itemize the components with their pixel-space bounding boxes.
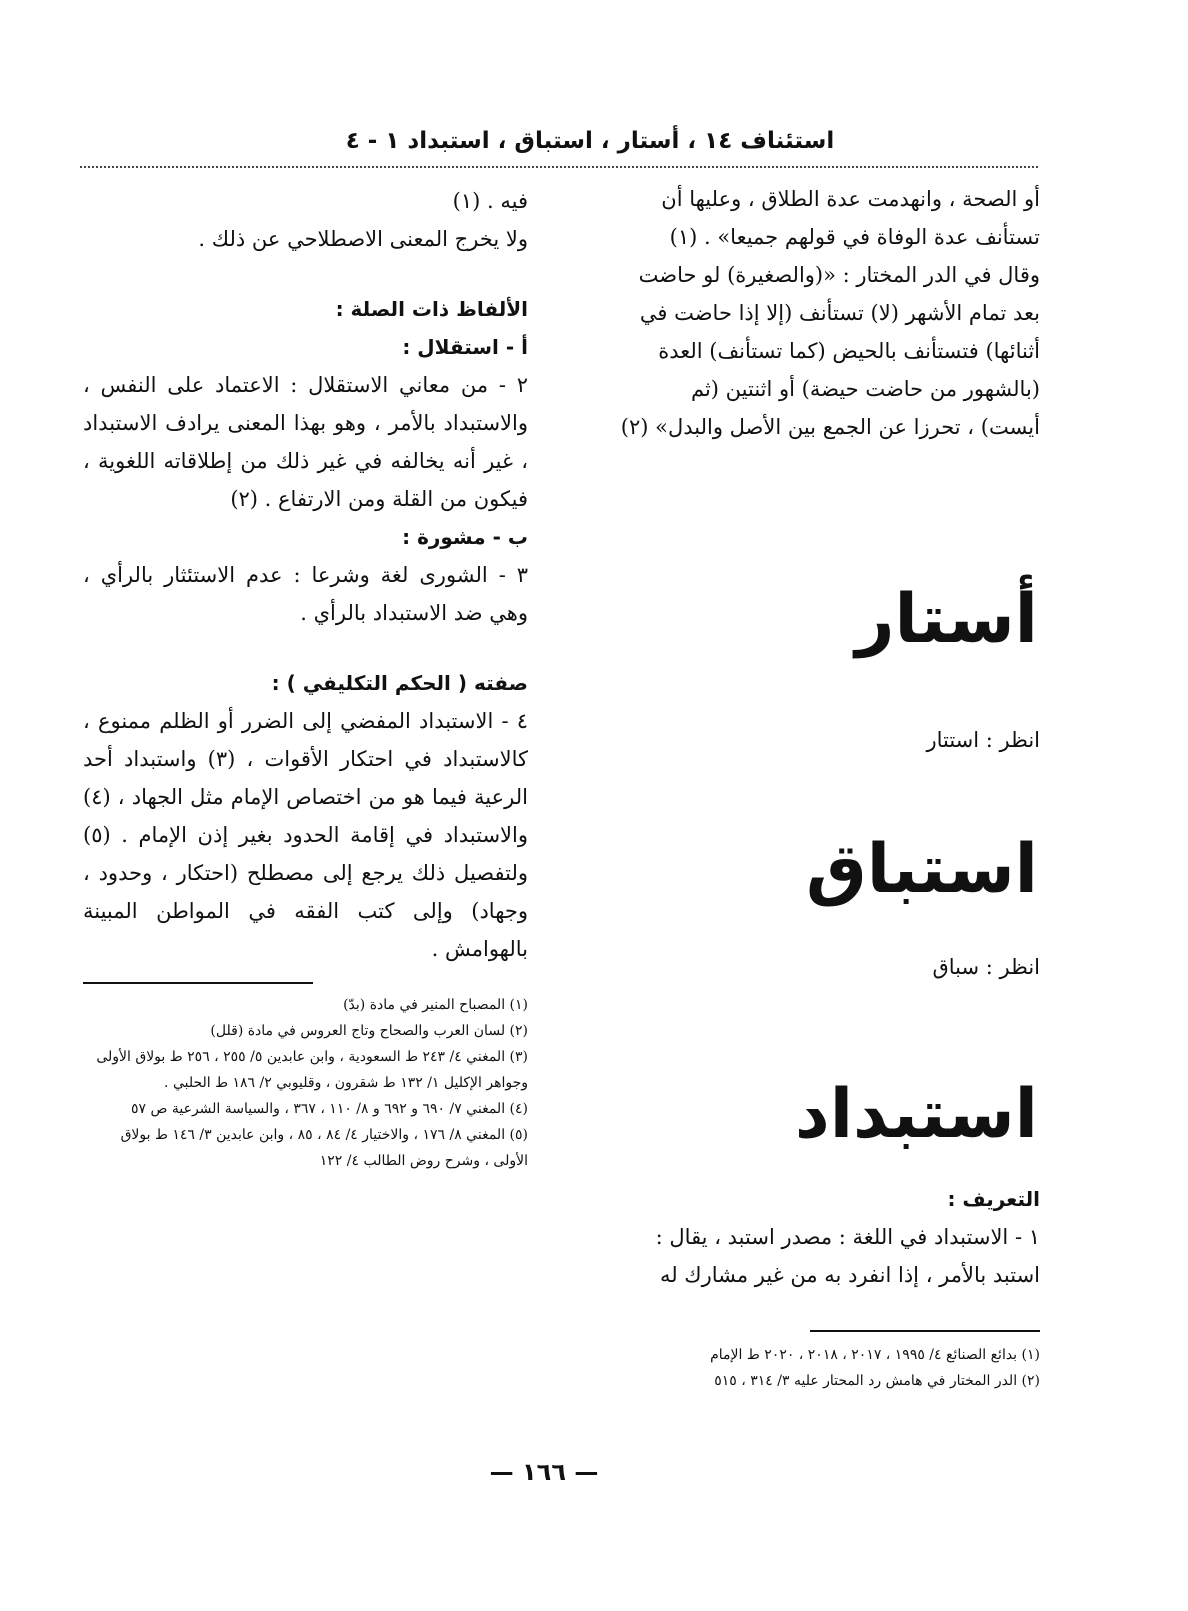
text-line: تستأنف عدة الوفاة في قولهم جميعا» . (١) xyxy=(669,225,1040,249)
text-line: استبد بالأمر ، إذا انفرد به من غير مشارك له xyxy=(659,1263,1040,1287)
text-line: فيه . (١) xyxy=(452,189,528,213)
entry-title-istibaq: استباق xyxy=(805,830,1038,909)
text-line: ١ - الاستبداد في اللغة : مصدر استبد ، يقال : xyxy=(655,1225,1040,1249)
text-line: بعد تمام الأشهر (لا) تستأنف (إلا إذا حاضت في xyxy=(639,301,1040,325)
definition-section xyxy=(595,1180,1040,1294)
text-line: أيست) ، تحرزا عن الجمع بين الأصل والبدل» (٢) xyxy=(620,415,1040,439)
section-heading: التعريف : xyxy=(947,1187,1040,1211)
see-reference: انظر : استتار xyxy=(926,728,1040,752)
footnote: (١) بدائع الصنائع ٤/ ١٩٩٥ ، ٢٠١٧ ، ٢٠١٨ ، ٢٠٢٠ ط الإمام xyxy=(710,1347,1040,1363)
paragraph: ٣ - الشورى لغة وشرعا : عدم الاستئثار بالرأي ، وهي ضد الاستبداد بالرأي . xyxy=(83,563,528,625)
text-line: وقال في الدر المختار : «(والصغيرة) لو حاضت xyxy=(638,263,1040,287)
footnote: (٤) المغني ٧/ ٦٩٠ و ٦٩٢ و ٨/ ١١٠ ، ٣٦٧ ، والسياسة الشرعية ص ٥٧ xyxy=(130,1101,528,1117)
sub-heading: أ - استقلال : xyxy=(402,335,528,359)
footnote: (٥) المغني ٨/ ١٧٦ ، والاختيار ٤/ ٨٤ ، ٨٥ ، وابن عابدين ٣/ ١٤٦ ط بولاق الأولى ، وشرح روض الطالب ٤/ ١٢٢ xyxy=(120,1127,528,1169)
running-title: استئناف ١٤ ، أستار ، استباق ، استبداد ١ - ٤ xyxy=(345,128,835,154)
paragraph: ٤ - الاستبداد المفضي إلى الضرر أو الظلم ممنوع ، كالاستبداد في احتكار الأقوات ، (٣) واستبداد أحد الرعية فيما هو من اختصاص الإمام مثل الجهاد ، (٤) والاستبداد في إقامة الحدود بغير إذن الإمام . (٥) ولتفصيل ذلك يرجع إلى مصطلح (احتكار ، وحدود ، وجهاد) وإلى كتب الفقه في المواطن المبينة بالهوامش . xyxy=(83,709,528,961)
footnote: (٣) المغني ٤/ ٢٤٣ ط السعودية ، وابن عابدين ٥/ ٢٥٥ ، ٢٥٦ ط بولاق الأولى وجواهر الإكليل ١/ ١٣٢ ط شقرون ، وقليوبي ٢/ ١٨٦ ط الحلبي . xyxy=(96,1049,528,1091)
left-column xyxy=(83,182,528,1174)
footnote: (٢) لسان العرب والصحاح وتاج العروس في مادة (قلل) xyxy=(210,1023,528,1039)
footnote: (١) المصباح المنير في مادة (بدّ) xyxy=(343,997,528,1013)
text-line: أثنائها) فتستأنف بالحيض (كما تستأنف) العدة xyxy=(658,339,1040,363)
section-heading: صفته ( الحكم التكليفي ) : xyxy=(271,671,528,695)
footnote-rule xyxy=(83,982,313,984)
text-line: أو الصحة ، وانهدمت عدة الطلاق ، وعليها أن xyxy=(661,187,1040,211)
section-heading: الألفاظ ذات الصلة : xyxy=(335,297,528,321)
entry-title-astar: أستار xyxy=(855,580,1038,659)
text-line: (بالشهور من حاضت حيضة) أو اثنتين (ثم xyxy=(690,377,1040,401)
sub-heading: ب - مشورة : xyxy=(402,525,528,549)
see-reference: انظر : سباق xyxy=(932,955,1040,979)
header-dotted-rule xyxy=(80,166,1038,168)
text-line: ولا يخرج المعنى الاصطلاحي عن ذلك . xyxy=(198,227,528,251)
right-footnotes xyxy=(590,1330,1040,1394)
right-column xyxy=(595,180,1040,446)
entry-title-istibdad: استبداد xyxy=(794,1075,1038,1154)
paragraph: ٢ - من معاني الاستقلال : الاعتماد على النفس ، والاستبداد بالأمر ، وهو بهذا المعنى يرادف الاستبداد ، غير أنه يخالفه في غير ذلك من إطلاقاته اللغوية ، فيكون من القلة ومن الارتفاع . (٢) xyxy=(83,373,528,511)
footnote: (٢) الدر المختار في هامش رد المحتار عليه ٣/ ٣١٤ ، ٥١٥ xyxy=(714,1373,1040,1389)
footnote-rule xyxy=(810,1330,1040,1332)
page-number: — ١٦٦ — xyxy=(489,1458,599,1486)
